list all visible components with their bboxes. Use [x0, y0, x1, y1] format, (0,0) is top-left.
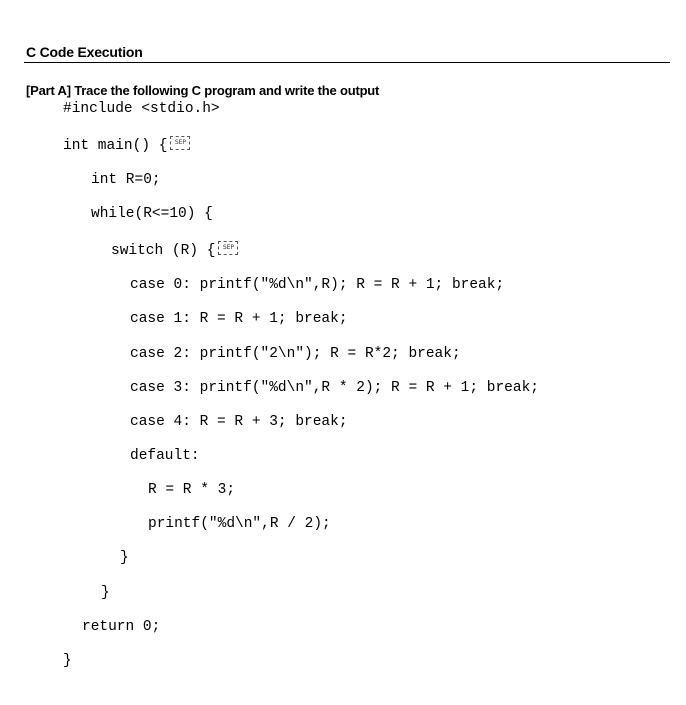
code-while-line: while(R<=10) { — [91, 206, 213, 222]
code-switch-text: switch (R) { — [111, 243, 216, 259]
heading-divider — [24, 62, 670, 63]
code-default-statement-1: R = R * 3; — [148, 482, 236, 498]
code-case-2-line: case 2: printf("2\n"); R = R*2; break; — [130, 346, 461, 362]
code-case-1-line: case 1: R = R + 1; break; — [130, 311, 348, 327]
code-default-statement-2: printf("%d\n",R / 2); — [148, 516, 331, 532]
sep-marker-icon: SEP — [170, 136, 190, 150]
code-include-line: #include <stdio.h> — [63, 101, 220, 117]
code-main-text: int main() { — [63, 138, 168, 154]
sep-marker-icon: SEP — [218, 241, 238, 255]
code-case-0-line: case 0: printf("%d\n",R); R = R + 1; break; — [130, 277, 505, 293]
code-default-label: default: — [130, 448, 200, 464]
code-return-line: return 0; — [82, 619, 161, 635]
code-main-close-brace: } — [63, 653, 72, 669]
part-a-instruction: [Part A] Trace the following C program and write the output — [26, 83, 380, 98]
section-heading: C Code Execution — [26, 44, 143, 60]
code-while-close-brace: } — [101, 585, 110, 601]
code-case-3-line: case 3: printf("%d\n",R * 2); R = R + 1; break; — [130, 380, 539, 396]
code-declaration-line: int R=0; — [91, 172, 161, 188]
code-switch-close-brace: } — [120, 550, 129, 566]
code-switch-line — [111, 242, 238, 260]
code-main-line — [63, 137, 190, 155]
code-case-4-line: case 4: R = R + 3; break; — [130, 414, 348, 430]
